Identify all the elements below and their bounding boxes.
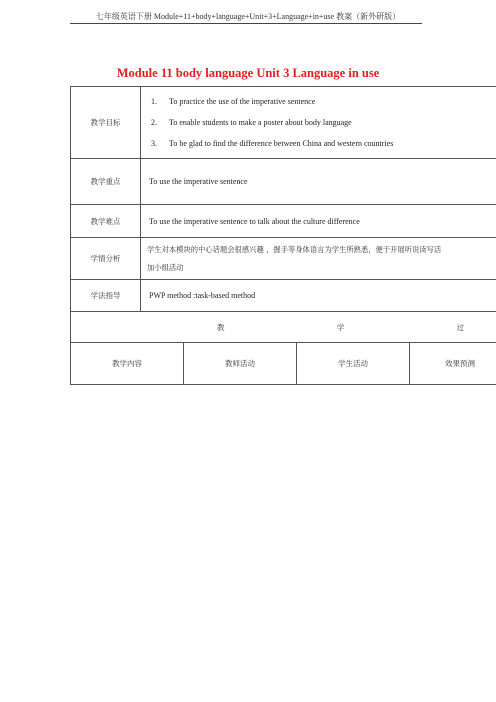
analysis-line-2: 加小组活动 (147, 262, 184, 272)
difficulties-row (71, 205, 496, 238)
page-header: 七年级英语下册 Module+11+body+language+Unit+3+Language+in+use 教案（新外研版） (95, 12, 401, 21)
objective-item: 1. To practice the use of the imperative sentence (151, 97, 316, 106)
process-heading-cell (71, 312, 496, 343)
column-header-effect: 效果预测 (410, 343, 496, 385)
column-header-content: 教学内容 (71, 343, 184, 385)
process-heading-word: 教 (217, 322, 225, 332)
objectives-label: 教学目标 (71, 87, 141, 159)
objective-item: 2. To enable students to make a poster about body language (151, 118, 352, 127)
analysis-row (71, 238, 496, 280)
analysis-line-1: 学生对本模块的中心话题会很感兴趣 ，握手等身体语言为学生所熟悉，便于开展听说读写活 (147, 244, 442, 254)
document-title: Module 11 body language Unit 3 Language in use (116, 66, 380, 80)
key-points-value: To use the imperative sentence (141, 159, 496, 205)
method-label: 学法指导 (71, 280, 141, 312)
lesson-plan-table (70, 86, 496, 385)
difficulties-label: 教学难点 (71, 205, 141, 238)
objectives-list (141, 91, 496, 154)
process-heading-row (71, 312, 496, 343)
method-row (71, 280, 496, 312)
process-heading-word: 学 (336, 322, 345, 332)
objective-item: 3. To be glad to find the difference between China and western countries (151, 139, 394, 148)
method-value: PWP method :task-based method (141, 280, 496, 312)
column-header-row (71, 343, 496, 385)
difficulties-value: To use the imperative sentence to talk about the culture difference (141, 205, 496, 238)
analysis-value (141, 238, 496, 280)
key-points-label: 教学重点 (71, 159, 141, 205)
key-points-row (71, 159, 496, 205)
column-header-teacher: 教师活动 (184, 343, 297, 385)
process-heading-word: 过 (456, 322, 464, 332)
column-header-student: 学生活动 (297, 343, 410, 385)
analysis-label: 学情分析 (71, 238, 141, 280)
header-rule (70, 23, 422, 24)
objectives-cell (141, 87, 496, 159)
objectives-row (71, 87, 496, 159)
